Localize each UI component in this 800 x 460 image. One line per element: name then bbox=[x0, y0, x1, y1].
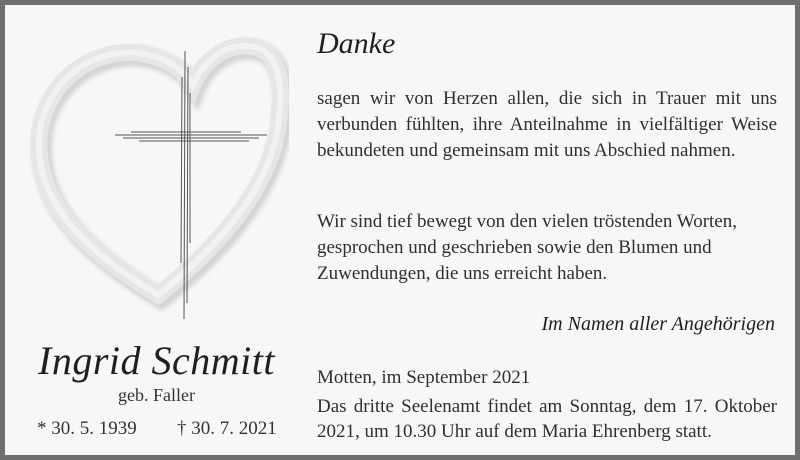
maiden-name: geb. Faller bbox=[118, 385, 195, 405]
thanks-paragraph: sagen wir von Herzen allen, die sich in Trauer mit uns verbunden fühlten, ihre Anteilnahme in vielfältiger Weise bekundeten und gemeinsam mit uns Abschied nahmen. bbox=[317, 88, 777, 161]
memorial-note: Das dritte Seelenamt findet am Sonntag, dem 17. Oktober 2021, um 10.30 Uhr auf dem Maria Ehrenberg statt. bbox=[317, 396, 777, 442]
death-date: † 30. 7. 2021 bbox=[177, 418, 277, 439]
heart-with-cross-icon bbox=[27, 33, 289, 323]
deceased-name: Ingrid Schmitt bbox=[38, 338, 275, 383]
gratitude-paragraph: Wir sind tief bewegt von den vielen tröstenden Worten, gesprochen und geschrieben sowie den Blumen und Zuwendungen, die uns erreicht haben. bbox=[317, 211, 737, 284]
signoff: Im Namen aller Angehörigen bbox=[541, 313, 775, 335]
place-date: Motten, im September 2021 bbox=[317, 367, 531, 388]
heading: Danke bbox=[317, 27, 396, 60]
birth-date: * 30. 5. 1939 bbox=[37, 418, 137, 439]
